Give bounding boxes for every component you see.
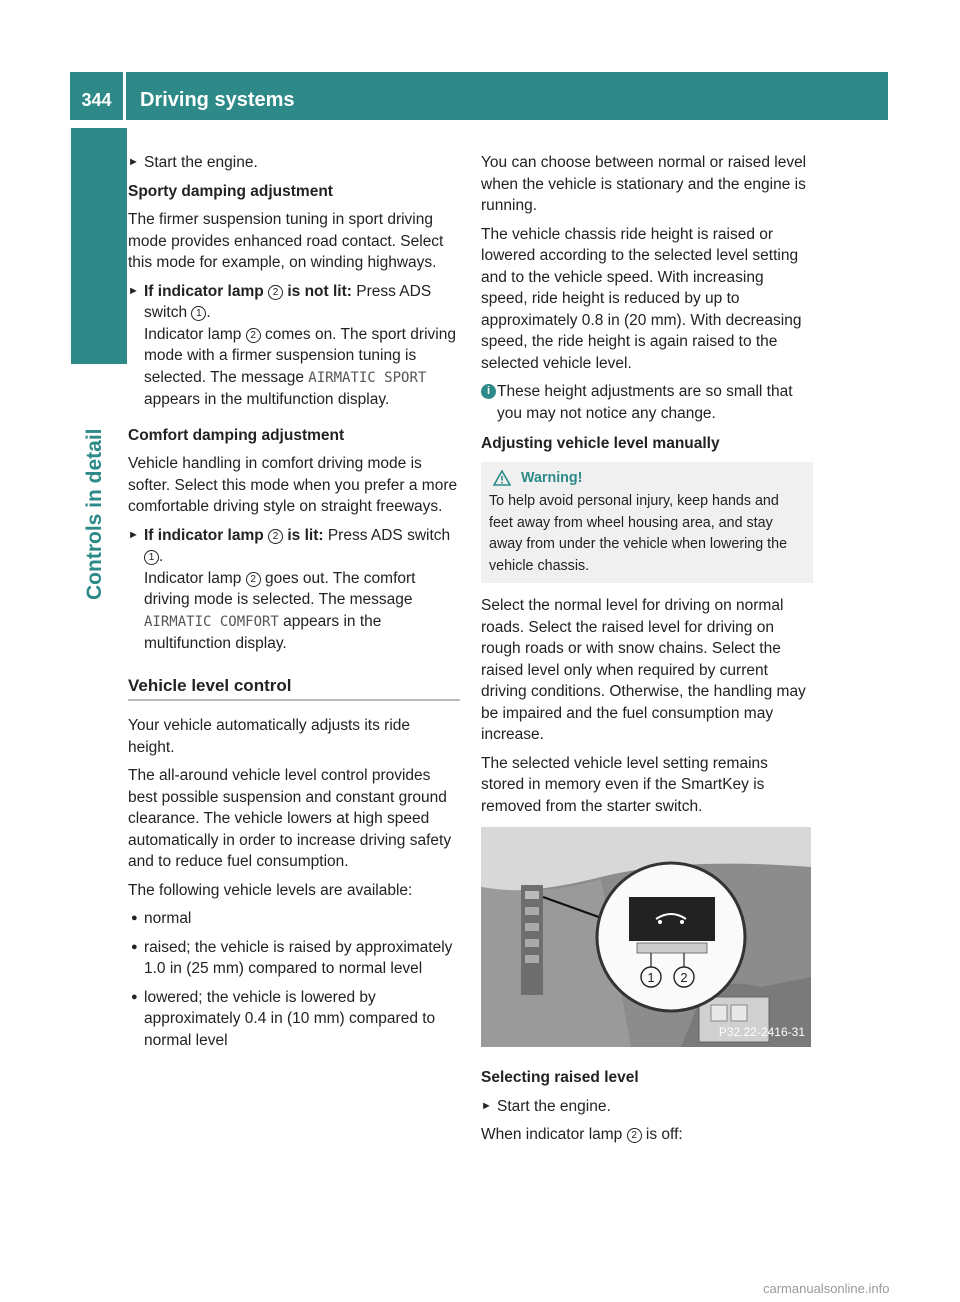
step-start-engine: ► Start the engine.	[128, 152, 460, 174]
side-tab-block	[71, 128, 127, 364]
info-note: i These height adjustments are so small that you may not notice any change.	[481, 381, 813, 424]
section-title: Driving systems	[140, 89, 295, 112]
callout-2-icon: 2	[268, 529, 283, 544]
callout-2-icon: 2	[627, 1128, 642, 1143]
figure-callout-1: 1	[647, 970, 655, 985]
vlc-heading: Vehicle level control	[128, 675, 460, 702]
figure-callout-2: 2	[680, 970, 688, 985]
step-comfort: ► If indicator lamp 2 is lit: Press ADS switch 1 . Indicator lamp 2 goes out. The comfort driving mode is selected. The message AIRMATIC COMFORT appears in the multifunction display.	[128, 526, 451, 652]
list-item: ● normal	[128, 908, 460, 930]
sporty-heading: Sporty damping adjustment	[128, 182, 333, 200]
side-chapter-label: Controls in detail	[83, 428, 106, 600]
right-paragraph-4: The selected vehicle level setting remains stored in memory even if the SmartKey is removed from the starter switch.	[481, 754, 768, 815]
left-column	[128, 152, 460, 1058]
info-icon: i	[481, 384, 496, 399]
callout-2-icon: 2	[268, 285, 283, 300]
step-raised-start: ► Start the engine.	[481, 1096, 813, 1118]
step-sporty: ► If indicator lamp 2 is not lit: Press ADS switch 1 . Indicator lamp 2 comes on. The sport driving mode with a firmer suspension tuning is selected. The message AIRMATIC SPORT appears in the multifunction display.	[128, 282, 456, 408]
bullet-icon: ●	[131, 990, 138, 1003]
callout-1-icon: 1	[191, 306, 206, 321]
callout-2-icon: 2	[246, 328, 261, 343]
vlc-paragraph-2: The all-around vehicle level control provides best possible suspension and constant ground clearance. The vehicle lowers at high speed automatically in order to increase driving safety and to reduce fuel consumption.	[128, 767, 452, 870]
step-arrow-icon: ►	[128, 156, 139, 168]
vlc-paragraph-1: Your vehicle automatically adjusts its ride height.	[128, 717, 411, 756]
right-paragraph-2: The vehicle chassis ride height is raised or lowered according to the selected level setting and to the vehicle speed. With increasing speed, ride height is reduced by up to approximately 0.8 in (20 mm). With decreasing speed, the ride height is again raised to the selected vehicle level.	[481, 225, 802, 372]
step-arrow-icon: ►	[481, 1099, 492, 1112]
right-column	[481, 152, 813, 1153]
warning-box	[481, 462, 813, 584]
step-arrow-icon: ►	[128, 284, 139, 297]
raised-condition: When indicator lamp 2 is off:	[481, 1126, 683, 1143]
warning-triangle-icon	[493, 470, 511, 486]
comfort-heading: Comfort damping adjustment	[128, 426, 345, 444]
right-paragraph-3: Select the normal level for driving on normal roads. Select the raised level for driving on rough roads or with snow chains. Select the raised level only when required by current driving conditions. Otherwise, the handling may be impaired and the fuel consumption may increase.	[481, 597, 806, 743]
footer-watermark-url: carmanualsonline.info	[763, 1281, 890, 1296]
step-arrow-icon: ►	[128, 528, 139, 541]
sporty-text: The firmer suspension tuning in sport driving mode provides enhanced road contact. Select this mode for example, on winding highways.	[128, 211, 444, 271]
warning-title: Warning!	[521, 469, 583, 486]
dashboard-illustration	[481, 827, 811, 1047]
vlc-paragraph-3: The following vehicle levels are available:	[128, 881, 413, 899]
page-header-bar	[70, 72, 888, 120]
callout-2-icon: 2	[246, 572, 261, 587]
manual-heading: Adjusting vehicle level manually	[481, 435, 720, 452]
list-item: ● lowered; the vehicle is lowered by approximately 0.4 in (10 mm) compared to normal level	[131, 988, 436, 1049]
page-number: 344	[70, 72, 126, 120]
right-paragraph-1: You can choose between normal or raised level when the vehicle is stationary and the engine is running.	[481, 154, 807, 214]
comfort-text: Vehicle handling in comfort driving mode is softer. Select this mode when you prefer a more comfortable driving style on straight freeways.	[128, 455, 458, 515]
raised-heading: Selecting raised level	[481, 1069, 639, 1086]
bullet-icon: ●	[131, 940, 138, 953]
warning-text: To help avoid personal injury, keep hands and feet away from wheel housing area, and stay away from under the vehicle when lowering the vehicle chassis.	[489, 493, 788, 574]
list-item: ● raised; the vehicle is raised by approximately 1.0 in (25 mm) compared to normal level	[131, 938, 453, 977]
bullet-icon: ●	[131, 912, 138, 924]
callout-1-icon: 1	[144, 550, 159, 565]
display-message: AIRMATIC SPORT	[308, 369, 427, 386]
display-message: AIRMATIC COMFORT	[144, 613, 279, 630]
figure-code: P32.22-2416-31	[718, 1024, 805, 1039]
dashboard-figure	[481, 827, 811, 1047]
